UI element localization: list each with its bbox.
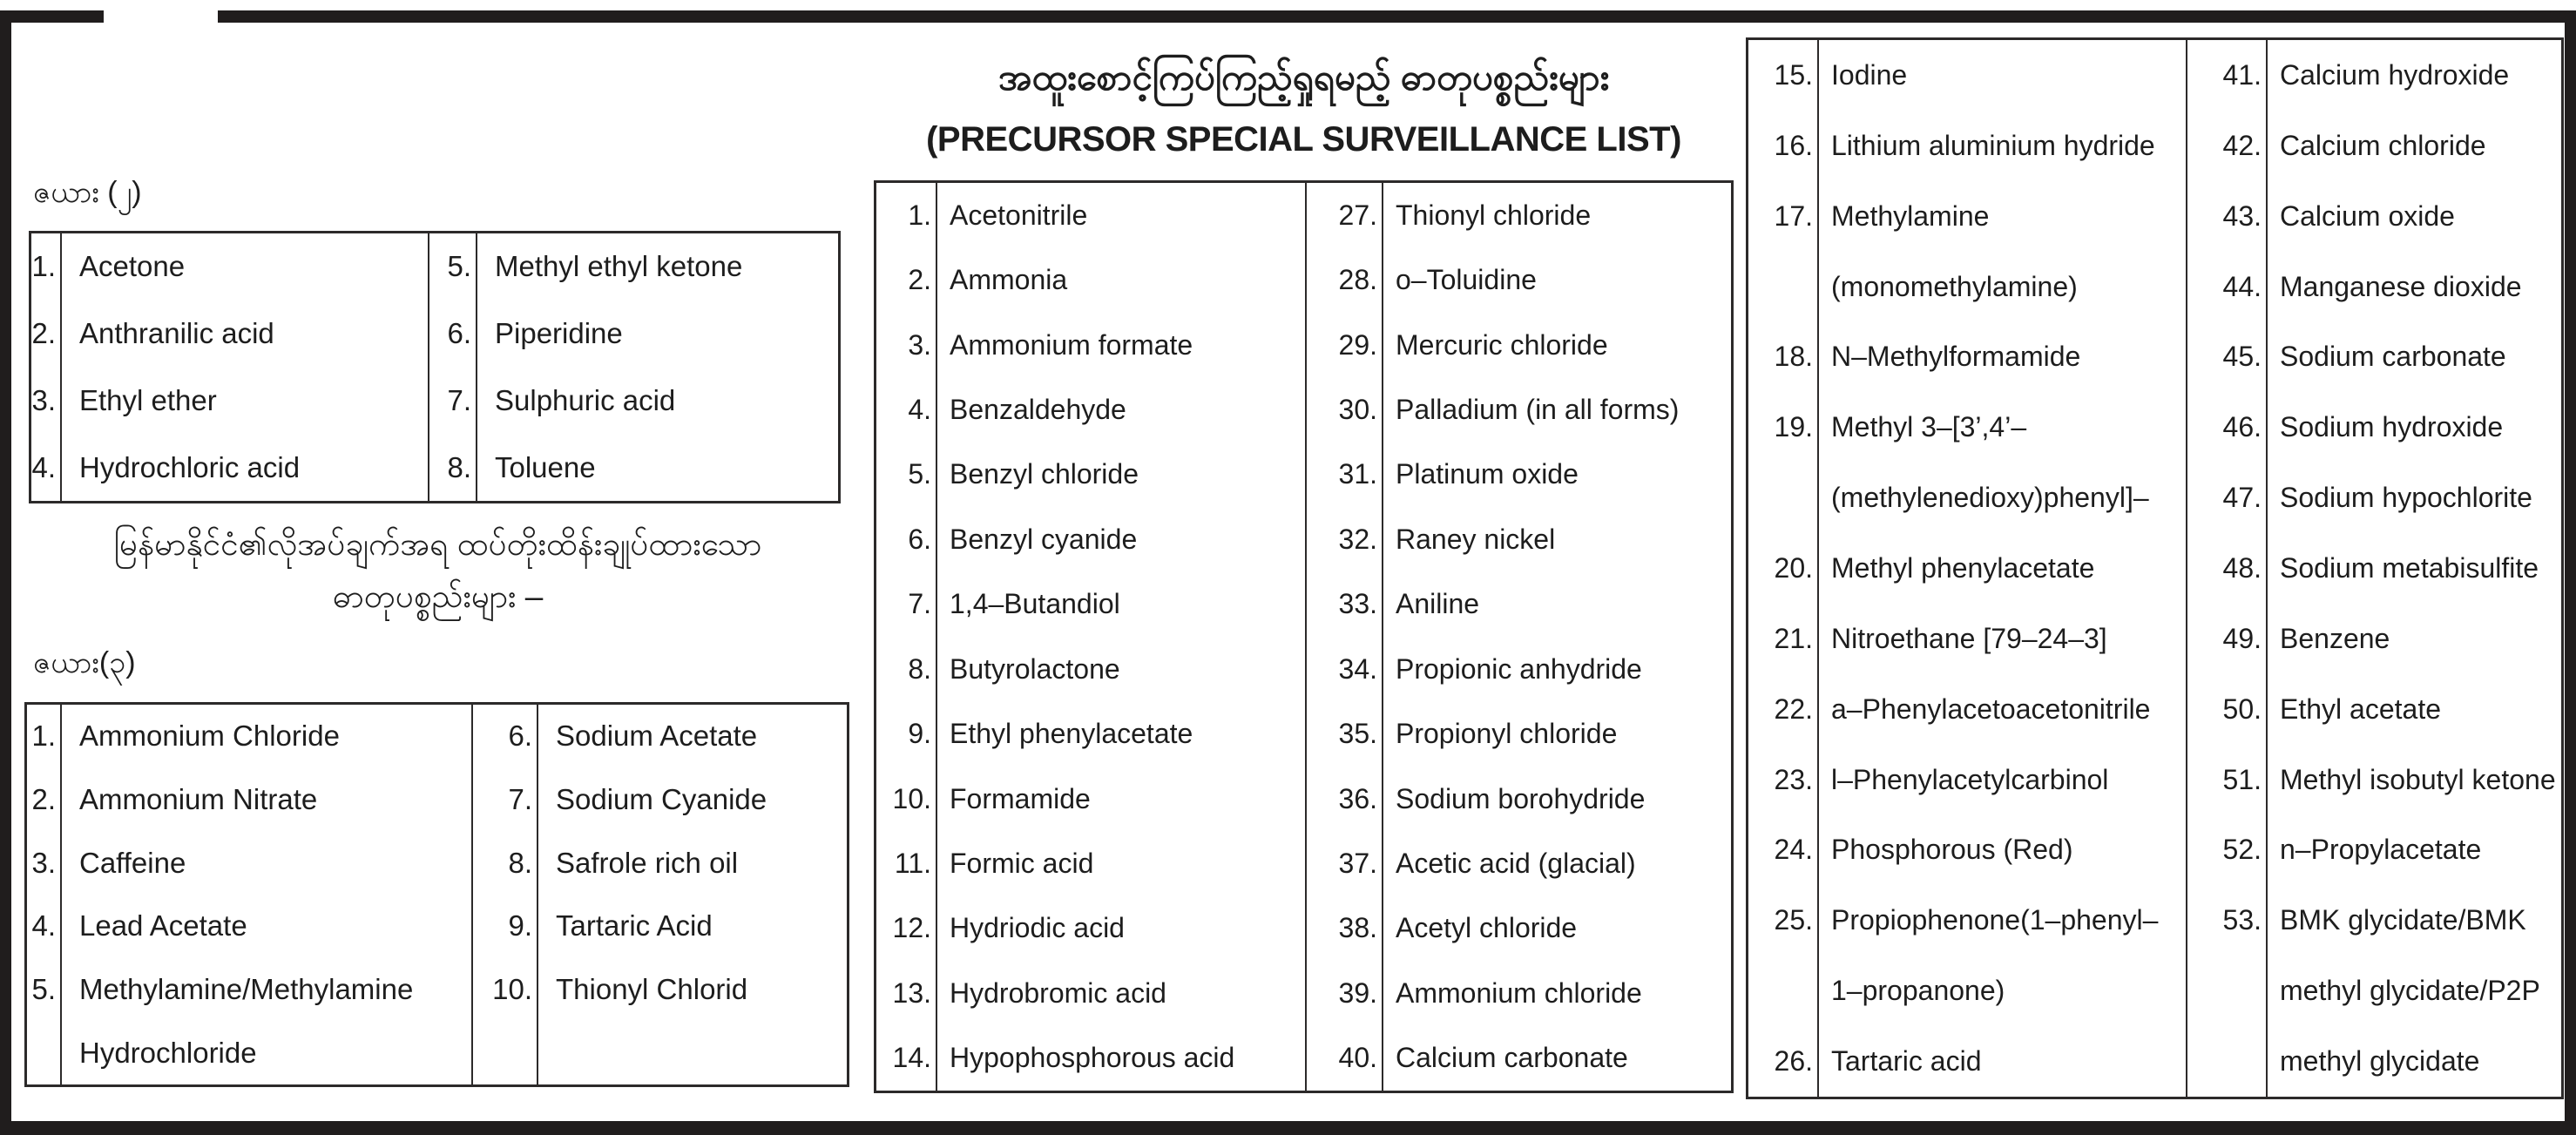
item-text: Tartaric Acid (556, 909, 713, 942)
item-number: 31. (1307, 443, 1383, 507)
item-number: 36. (1307, 767, 1383, 831)
item-number: 49. (2187, 604, 2268, 674)
item-number: 4. (27, 895, 62, 958)
surveillance-title-english: (PRECURSOR SPECIAL SURVEILLANCE LIST) (926, 120, 1681, 159)
item-text: Sodium borohydride (1396, 782, 1646, 814)
item-number (1748, 463, 1819, 533)
item-text: Methylamine (1819, 181, 2187, 252)
item-number: 28. (1307, 247, 1383, 312)
page-border-left (0, 10, 11, 1135)
item-number: 52. (2187, 815, 2268, 886)
item-text: methyl glycidate (2280, 1045, 2480, 1078)
item-text: (monomethylamine) (1819, 252, 2187, 322)
item-text: Platinum oxide (1396, 458, 1579, 490)
item-text: Ethyl acetate (2280, 692, 2441, 725)
item-number: 21. (1748, 604, 1819, 674)
item-number: 40. (1307, 1026, 1383, 1091)
item-text: Sodium hydroxide (2280, 411, 2504, 443)
item-number (473, 1021, 538, 1084)
item-number: 8. (429, 434, 477, 501)
item-text: Manganese dioxide (2280, 270, 2522, 302)
item-number: 3. (876, 313, 937, 377)
page-border-right (2565, 10, 2576, 1135)
item-text: l–Phenylacetylcarbinol (1819, 745, 2187, 815)
item-text: Tartaric acid (1819, 1026, 2187, 1097)
item-number: 44. (2187, 252, 2268, 322)
item-text: n–Propylacetate (2280, 834, 2482, 866)
item-text: Sodium Acetate (556, 720, 758, 753)
surveillance-table-continued (1746, 37, 2564, 1099)
item-number: 22. (1748, 674, 1819, 745)
item-number: 8. (876, 637, 937, 701)
item-number: 12. (876, 896, 937, 961)
item-text: Piperidine (495, 317, 623, 350)
item-text: Propionyl chloride (1396, 718, 1618, 750)
item-number: 48. (2187, 533, 2268, 604)
item-text: Hydrochloric acid (62, 434, 429, 501)
item-text: Formic acid (937, 831, 1307, 895)
item-number: 14. (876, 1026, 937, 1091)
item-text: Benzyl cyanide (937, 507, 1307, 571)
item-text: Hydriodic acid (937, 896, 1307, 961)
item-number: 7. (876, 572, 937, 637)
item-text: Calcium carbonate (1396, 1042, 1628, 1074)
item-text: Thionyl Chlorid (556, 972, 748, 1005)
item-text: Sulphuric acid (495, 383, 676, 416)
item-number: 33. (1307, 572, 1383, 637)
item-number: 7. (429, 368, 477, 435)
item-number: 30. (1307, 377, 1383, 442)
note-line-1: မြန်မာနိုင်ငံ၏လိုအပ်ချက်အရ ထပ်တိုးထိန်းချုပ်ထားသော (113, 526, 762, 562)
item-text: 1,4–Butandiol (937, 572, 1307, 637)
item-text: Propiophenone(1–phenyl– (1819, 885, 2187, 956)
item-text: Sodium carbonate (2280, 341, 2506, 373)
item-number: 51. (2187, 745, 2268, 815)
item-number: 23. (1748, 745, 1819, 815)
item-text: Sodium metabisulfite (2280, 551, 2539, 584)
item-number: 1. (876, 183, 937, 247)
note-line-2: ဓာတုပစ္စည်းများ – (332, 578, 544, 614)
item-number: 34. (1307, 637, 1383, 701)
item-number: 18. (1748, 321, 1819, 392)
item-text: Ammonium formate (937, 313, 1307, 377)
item-text: Benzene (2280, 622, 2390, 654)
item-number: 27. (1307, 183, 1383, 247)
surveillance-title-burmese: အထူးစောင့်ကြပ်ကြည့်ရှုရမည့် ဓာတုပစ္စည်းများ (997, 57, 1610, 98)
table3-title: ဇယား(၃) (33, 646, 136, 679)
item-number: 10. (473, 958, 538, 1022)
item-text: methyl glycidate/P2P (2280, 975, 2540, 1007)
item-number: 5. (429, 233, 477, 301)
item-number: 25. (1748, 885, 1819, 956)
item-text: Methylamine/Methylamine (62, 958, 473, 1022)
table-2 (29, 231, 841, 503)
item-text: Calcium oxide (2280, 199, 2455, 232)
item-text: Ammonia (937, 247, 1307, 312)
item-text: Propionic anhydride (1396, 652, 1642, 685)
item-text: Aniline (1396, 588, 1480, 620)
item-text: Mercuric chloride (1396, 328, 1608, 361)
item-text: a–Phenylacetoacetonitrile (1819, 674, 2187, 745)
item-number: 32. (1307, 507, 1383, 571)
item-number: 11. (876, 831, 937, 895)
item-text: Formamide (937, 767, 1307, 831)
item-text: Iodine (1819, 40, 2187, 111)
item-text: Raney nickel (1396, 523, 1556, 555)
item-number: 9. (473, 895, 538, 958)
item-number: 42. (2187, 111, 2268, 181)
item-number: 5. (876, 443, 937, 507)
item-text: Safrole rich oil (556, 846, 739, 879)
item-number: 5. (27, 958, 62, 1022)
item-number: 24. (1748, 815, 1819, 886)
item-number (1748, 252, 1819, 322)
item-number: 8. (473, 831, 538, 895)
item-text: Ammonium chloride (1396, 976, 1642, 1009)
item-number: 35. (1307, 701, 1383, 766)
item-text: Calcium hydroxide (2280, 58, 2510, 91)
item-number: 43. (2187, 181, 2268, 252)
item-text: N–Methylformamide (1819, 321, 2187, 392)
item-text: Acetic acid (glacial) (1396, 847, 1636, 879)
item-number: 47. (2187, 463, 2268, 533)
item-text: Ethyl ether (62, 368, 429, 435)
item-number: 4. (876, 377, 937, 442)
item-number: 19. (1748, 392, 1819, 463)
item-text: Lithium aluminium hydride (1819, 111, 2187, 181)
item-text: Calcium chloride (2280, 129, 2486, 161)
item-text: o–Toluidine (1396, 264, 1537, 296)
item-number: 50. (2187, 674, 2268, 745)
item-text: Palladium (in all forms) (1396, 393, 1680, 425)
item-number: 2. (31, 301, 62, 368)
item-number (2187, 1026, 2268, 1097)
item-number: 17. (1748, 181, 1819, 252)
item-text: Ammonium Nitrate (62, 768, 473, 832)
item-text: Thionyl chloride (1396, 199, 1592, 231)
item-text: Anthranilic acid (62, 301, 429, 368)
item-number: 29. (1307, 313, 1383, 377)
item-text: Benzaldehyde (937, 377, 1307, 442)
item-text: Lead Acetate (62, 895, 473, 958)
item-text: Methyl isobutyl ketone (2280, 763, 2556, 795)
item-text: Phosphorous (Red) (1819, 815, 2187, 886)
page-border-top-right-segment (218, 10, 2576, 23)
item-text: (methylenedioxy)phenyl]– (1819, 463, 2187, 533)
item-number: 1. (27, 705, 62, 768)
item-text: Acetonitrile (937, 183, 1307, 247)
item-text (538, 1021, 847, 1084)
item-text: Toluene (495, 450, 596, 483)
item-number: 26. (1748, 1026, 1819, 1097)
table2-title: ဇယား (၂) (33, 176, 142, 209)
item-number: 15. (1748, 40, 1819, 111)
item-text: Caffeine (62, 831, 473, 895)
item-text: Hydrobromic acid (937, 961, 1307, 1025)
surveillance-table-main (874, 180, 1734, 1093)
item-number: 13. (876, 961, 937, 1025)
item-number: 3. (31, 368, 62, 435)
page-border-top-left-segment (0, 10, 104, 23)
item-number: 4. (31, 434, 62, 501)
page-border-bottom (0, 1121, 2576, 1135)
item-text: BMK glycidate/BMK (2280, 904, 2526, 936)
item-text: Hypophosphorous acid (937, 1026, 1307, 1091)
item-number: 10. (876, 767, 937, 831)
item-number (27, 1021, 62, 1084)
item-number: 7. (473, 768, 538, 832)
table-3 (24, 702, 849, 1087)
item-number: 6. (876, 507, 937, 571)
item-number (2187, 956, 2268, 1026)
item-text: Acetyl chloride (1396, 912, 1578, 944)
item-number: 2. (876, 247, 937, 312)
item-number: 41. (2187, 40, 2268, 111)
item-number: 16. (1748, 111, 1819, 181)
item-text: Methyl phenylacetate (1819, 533, 2187, 604)
item-number: 20. (1748, 533, 1819, 604)
item-number (1748, 956, 1819, 1026)
item-number: 46. (2187, 392, 2268, 463)
item-number: 53. (2187, 885, 2268, 956)
item-text: Hydrochloride (62, 1021, 473, 1084)
item-text: Methyl 3–[3’,4’– (1819, 392, 2187, 463)
item-text: Methyl ethyl ketone (495, 250, 743, 283)
item-number: 37. (1307, 831, 1383, 895)
item-number: 3. (27, 831, 62, 895)
item-text: Ethyl phenylacetate (937, 701, 1307, 766)
item-number: 1. (31, 233, 62, 301)
item-number: 39. (1307, 961, 1383, 1025)
item-text: Sodium hypochlorite (2280, 482, 2532, 514)
item-text: Ammonium Chloride (62, 705, 473, 768)
item-number: 6. (429, 301, 477, 368)
item-text: Sodium Cyanide (556, 782, 767, 815)
item-text: Butyrolactone (937, 637, 1307, 701)
item-number: 2. (27, 768, 62, 832)
item-text: 1–propanone) (1819, 956, 2187, 1026)
item-text: Nitroethane [79–24–3] (1819, 604, 2187, 674)
item-number: 6. (473, 705, 538, 768)
item-text: Acetone (62, 233, 429, 301)
item-number: 9. (876, 701, 937, 766)
item-text: Benzyl chloride (937, 443, 1307, 507)
item-number: 38. (1307, 896, 1383, 961)
item-number: 45. (2187, 321, 2268, 392)
